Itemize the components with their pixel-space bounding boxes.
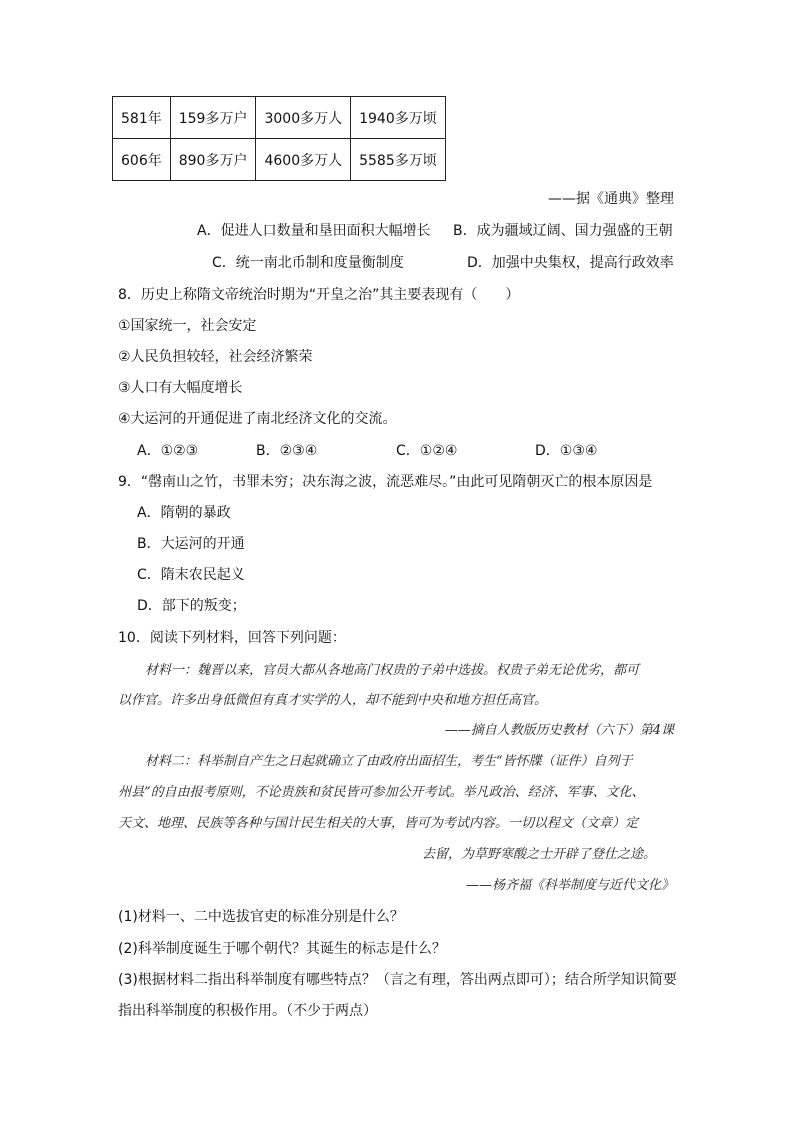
q10-subquestion-1: (1)材料一、二中选拔官吏的标准分别是什么？ bbox=[118, 909, 404, 925]
q8-option-d: D．①③④ bbox=[535, 443, 598, 459]
q9-option-b: B．大运河的开通 bbox=[137, 536, 245, 552]
q8-item-2: ②人民负担较轻，社会经济繁荣 bbox=[118, 349, 313, 365]
table-cell: 606年 bbox=[113, 139, 171, 181]
material-one-line-1: 材料一：魏晋以来，官员大都从各地高门权贵的子弟中选拔。权贵子弟无论优劣，都可 bbox=[145, 663, 640, 678]
material-two-line-1: 材料二：科举制自产生之日起就确立了由政府出面招生，考生“皆怀牒（证件）自列于 bbox=[145, 754, 633, 769]
material-two-source: ——杨齐福《科举制度与近代文化》 bbox=[465, 878, 674, 893]
q8-option-b: B．②③④ bbox=[256, 443, 318, 459]
table-cell: 5585多万顷 bbox=[351, 139, 446, 181]
q7-option-b: B．成为疆域辽阔、国力强盛的王朝 bbox=[453, 223, 673, 239]
q8-option-c: C．①②④ bbox=[396, 443, 458, 459]
q10-subquestion-3-line-1: (3)根据材料二指出科举制度有哪些特点？（言之有理，答出两点即可）；结合所学知识简要 bbox=[118, 972, 677, 988]
q9-option-d: D．部下的叛变； bbox=[137, 598, 246, 614]
material-one-source: ——摘自人教版历史教材（六下）第4课 bbox=[444, 723, 674, 738]
q8-item-4: ④大运河的开通促进了南北经济文化的交流。 bbox=[118, 411, 397, 427]
table-cell: 159多万户 bbox=[170, 97, 256, 139]
q7-source: ——据《通典》整理 bbox=[548, 191, 674, 207]
material-two-line-4: 去留，为草野寒酸之士开辟了登仕之途。 bbox=[422, 847, 657, 862]
q8-item-1: ①国家统一，社会安定 bbox=[118, 318, 257, 334]
q10-subquestion-2: (2)科举制度诞生于哪个朝代？其诞生的标志是什么？ bbox=[118, 941, 446, 957]
q10-subquestion-3-line-2: 指出科举制度的积极作用。（不少于两点） bbox=[118, 1003, 377, 1019]
q8-stem: 8．历史上称隋文帝统治时期为“开皇之治”其主要表现有（ ） bbox=[118, 287, 520, 303]
material-two-line-3: 天文、地理、民族等各种与国计民生相关的大事，皆可为考试内容。一切以程文（文章）定 bbox=[118, 816, 639, 831]
material-one-line-2: 以作官。许多出身低微但有真才实学的人，却不能到中央和地方担任高官。 bbox=[118, 693, 548, 708]
q7-option-a: A．促进人口数量和垦田面积大幅增长 bbox=[197, 223, 431, 239]
table-cell: 4600多万人 bbox=[256, 139, 351, 181]
material-two-line-2: 州县”的自由报考原则，不论贵族和贫民皆可参加公开考试。举凡政治、经济、军事、文化、 bbox=[118, 785, 645, 800]
table-cell: 1940多万顷 bbox=[351, 97, 446, 139]
table-row bbox=[113, 139, 446, 181]
q10-stem: 10．阅读下列材料，回答下列问题： bbox=[118, 630, 346, 646]
q9-option-a: A．隋朝的暴政 bbox=[137, 505, 231, 521]
q7-option-d: D．加强中央集权，提高行政效率 bbox=[467, 255, 674, 271]
population-land-table bbox=[112, 96, 446, 181]
table-cell: 3000多万人 bbox=[256, 97, 351, 139]
table-cell: 890多万户 bbox=[170, 139, 256, 181]
table-row bbox=[113, 97, 446, 139]
table-cell: 581年 bbox=[113, 97, 171, 139]
q8-option-a: A．①②③ bbox=[137, 443, 199, 459]
q9-option-c: C．隋末农民起义 bbox=[137, 567, 245, 583]
q7-option-c: C．统一南北币制和度量衡制度 bbox=[212, 255, 404, 271]
q8-item-3: ③人口有大幅度增长 bbox=[118, 380, 243, 396]
q9-stem: 9．“罄南山之竹，书罪未穷；决东海之波，流恶难尽。”由此可见隋朝灭亡的根本原因是 bbox=[118, 474, 653, 490]
